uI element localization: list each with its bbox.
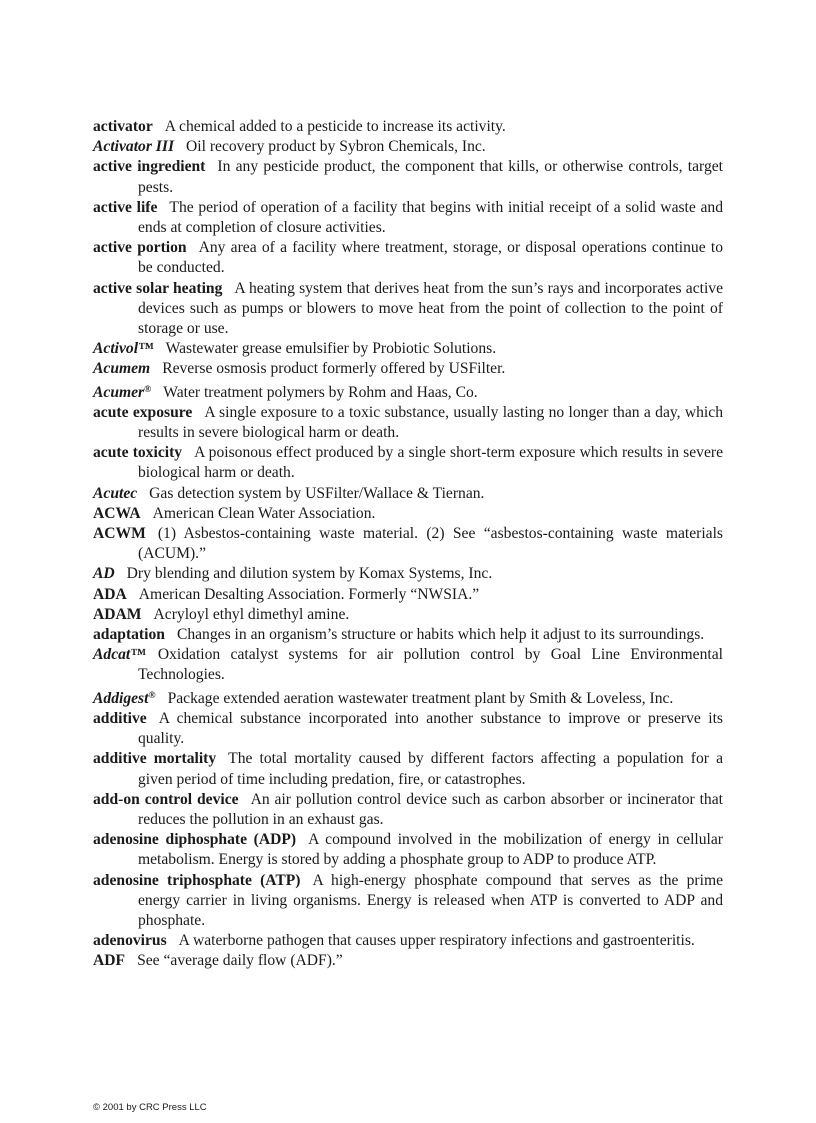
entry-term: Acutec xyxy=(93,484,138,502)
entry-definition: A single exposure to a toxic substance, usually lasting no longer than a day, which results in severe biological harm or death. xyxy=(138,403,723,442)
glossary-entry xyxy=(93,931,723,951)
entry-term: ACWA xyxy=(93,504,141,522)
glossary-entry xyxy=(93,524,723,564)
glossary-entries xyxy=(93,117,723,972)
entry-term: Acumer xyxy=(93,383,145,401)
glossary-entry xyxy=(93,749,723,789)
entry-definition: A heating system that derives heat from the sun’s rays and incorporates active devices such as pumps or blowers to move heat from the point of collection to the point of storage or use. xyxy=(138,279,724,338)
entry-definition: Acryloyl ethyl dimethyl amine. xyxy=(153,605,350,623)
glossary-entry xyxy=(93,790,723,830)
entry-term: ADAM xyxy=(93,605,142,623)
entry-definition: The period of operation of a facility that begins with initial receipt of a solid waste and ends at completion of closure activities. xyxy=(138,198,723,237)
entry-definition: A waterborne pathogen that causes upper respiratory infections and gastroenteritis. xyxy=(178,932,695,950)
entry-term: adaptation xyxy=(93,626,165,644)
entry-term: Addigest xyxy=(93,689,149,707)
glossary-entry xyxy=(93,484,723,504)
glossary-entry xyxy=(93,238,723,278)
entry-definition: Gas detection system by USFilter/Wallace & Tiernan. xyxy=(149,484,485,502)
entry-term: active life xyxy=(93,198,158,216)
entry-term: Activol™ xyxy=(93,340,154,358)
entry-definition: A poisonous effect produced by a single short-term exposure which results in severe biological harm or death. xyxy=(138,444,724,482)
entry-term: activator xyxy=(93,118,153,135)
glossary-entry xyxy=(93,709,723,749)
glossary-entry xyxy=(93,585,723,605)
glossary-entry xyxy=(93,645,723,685)
entry-definition: Water treatment polymers by Rohm and Haas, Co. xyxy=(163,383,478,401)
registered-mark: ® xyxy=(148,690,156,701)
entry-term: acute exposure xyxy=(93,403,193,421)
entry-definition: (1) Asbestos-containing waste material. (2) See “asbestos-containing waste materials (ACUM).” xyxy=(138,525,723,563)
entry-term: Activator III xyxy=(93,138,175,156)
glossary-entry xyxy=(93,871,723,932)
entry-term: Acumem xyxy=(93,360,151,378)
entry-term: Adcat™ xyxy=(93,646,146,664)
entry-definition: American Desalting Association. Formerly “NWSIA.” xyxy=(138,585,480,603)
glossary-entry xyxy=(93,443,723,483)
entry-definition: American Clean Water Association. xyxy=(152,504,376,522)
glossary-entry xyxy=(93,137,723,157)
entry-term: acute toxicity xyxy=(93,444,183,462)
entry-term: AD xyxy=(93,565,115,583)
entry-term: add-on control device xyxy=(93,790,239,808)
glossary-entry xyxy=(93,564,723,584)
entry-definition: A chemical substance incorporated into another substance to improve or preserve its quality. xyxy=(138,709,723,748)
entry-term: adenosine triphosphate (ATP) xyxy=(93,871,301,889)
entry-term: adenovirus xyxy=(93,932,167,950)
entry-term: active solar heating xyxy=(93,279,223,297)
entry-definition: Any area of a facility where treatment, storage, or disposal operations continue to be conducted. xyxy=(138,239,723,277)
entry-term: ACWM xyxy=(93,525,146,543)
glossary-entry xyxy=(93,830,723,870)
entry-definition: Oil recovery product by Sybron Chemicals, Inc. xyxy=(186,138,486,156)
glossary-entry xyxy=(93,625,723,645)
entry-term: adenosine diphosphate (ADP) xyxy=(93,831,297,849)
glossary-entry xyxy=(93,117,723,137)
glossary-entry xyxy=(93,198,723,238)
entry-definition: In any pesticide product, the component that kills, or otherwise controls, target pests. xyxy=(138,158,724,196)
entry-term: additive xyxy=(93,709,147,727)
entry-term: additive mortality xyxy=(93,750,217,768)
entry-term: ADF xyxy=(93,952,126,970)
glossary-entry xyxy=(93,157,723,197)
glossary-entry xyxy=(93,951,723,971)
glossary-entry xyxy=(93,504,723,524)
entry-definition: Package extended aeration wastewater treatment plant by Smith & Loveless, Inc. xyxy=(167,689,674,707)
entry-term: active portion xyxy=(93,239,187,257)
registered-mark: ® xyxy=(144,384,152,395)
entry-definition: A compound involved in the mobilization of energy in cellular metabolism. Energy is stored by adding a phosphate group to ADP to produce ATP. xyxy=(138,831,723,869)
entry-definition: A chemical added to a pesticide to increase its activity. xyxy=(164,118,506,135)
glossary-entry xyxy=(93,403,723,443)
entry-definition: An air pollution control device such as carbon absorber or incinerator that reduces the pollution in an exhaust gas. xyxy=(138,790,723,828)
copyright-footer: © 2001 by CRC Press LLC xyxy=(93,1102,207,1113)
entry-term: ADA xyxy=(93,585,127,603)
glossary-entry xyxy=(93,380,723,403)
entry-definition: Reverse osmosis product formerly offered by USFilter. xyxy=(162,360,506,378)
glossary-entry xyxy=(93,686,723,709)
glossary-entry xyxy=(93,605,723,625)
entry-definition: Wastewater grease emulsifier by Probiotic Solutions. xyxy=(165,340,497,358)
entry-definition: A high-energy phosphate compound that serves as the prime energy carrier in living organisms. Energy is released when ATP is converted to ADP and phosphate. xyxy=(138,871,723,929)
entry-definition: See “average daily flow (ADF).” xyxy=(137,952,343,970)
entry-definition: Changes in an organism’s structure or habits which help it adjust to its surroundings. xyxy=(176,626,705,644)
glossary-entry xyxy=(93,339,723,359)
glossary-entry xyxy=(93,279,723,340)
entry-definition: Dry blending and dilution system by Komax Systems, Inc. xyxy=(126,565,493,583)
entry-definition: Oxidation catalyst systems for air pollution control by Goal Line Environmental Technologies. xyxy=(138,646,723,684)
entry-term: active ingredient xyxy=(93,158,206,176)
entry-definition: The total mortality caused by different factors affecting a population for a given period of time including predation, fire, or catastrophes. xyxy=(138,750,723,788)
glossary-entry xyxy=(93,359,723,379)
